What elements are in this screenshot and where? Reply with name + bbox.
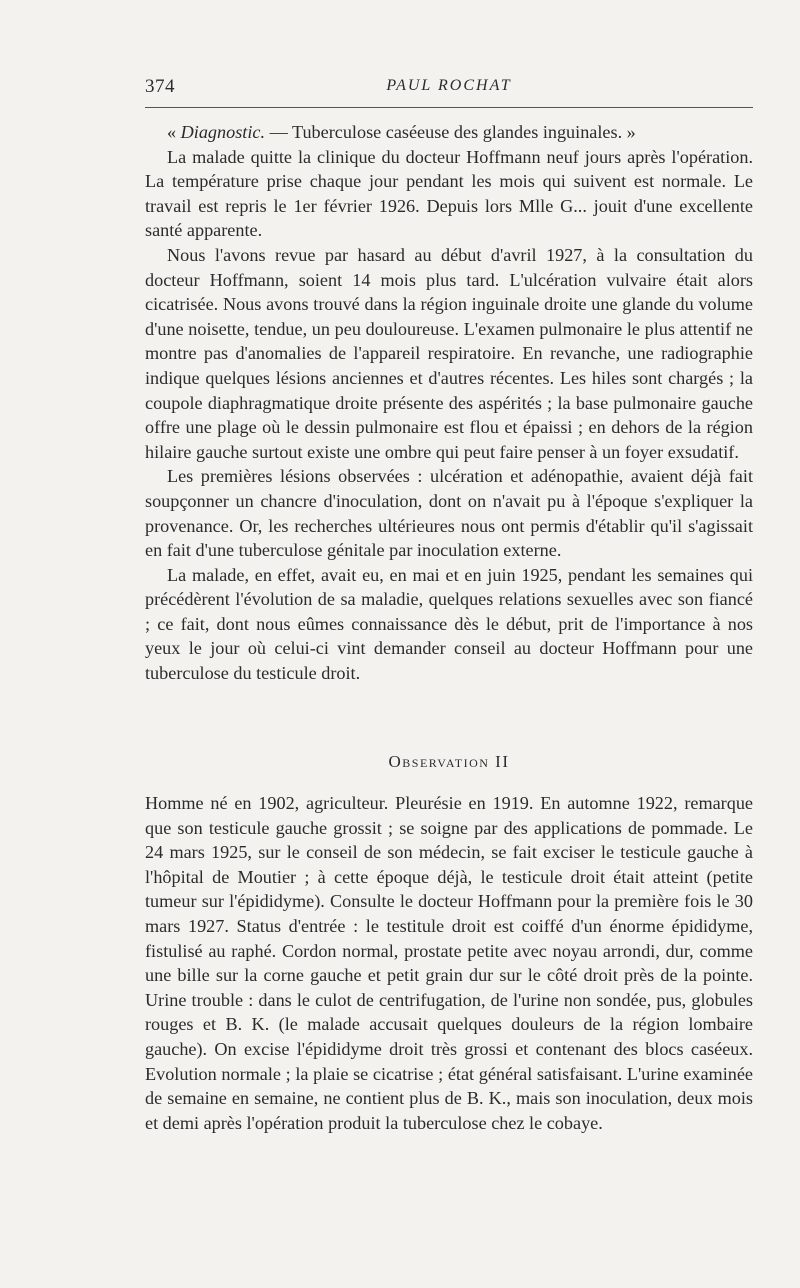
diagnostic-label: Diagnostic. <box>180 122 266 142</box>
observation-text <box>145 791 753 1135</box>
open-quote: « <box>167 122 181 142</box>
paragraph: Nous l'avons revue par hasard au début d'avril 1927, à la consultation du docteur Hoffmann, soient 14 mois plus tard. L'ulcération vulvaire était alors cicatrisée. Nous avons trouvé dans la région inguinale droite une glande du volume d'une noisette, tendue, un peu douloureuse. L'examen pulmonaire le plus attentif ne montre pas d'anomalies de l'appareil respiratoire. En revanche, une radiographie indique quelques lésions anciennes et d'autres récentes. Les hiles sont chargés ; la coupole diaphragmatique droite présente des aspérités ; la base pulmonaire gauche offre une plage où le dessin pulmonaire est flou et épaissi ; en dehors de la région hilaire gauche surtout existe une ombre qui peut faire penser à un foyer exsudatif. <box>145 244 753 462</box>
paragraph: Homme né en 1902, agriculteur. Pleurésie en 1919. En automne 1922, remarque que son testicule gauche grossit ; se soigne par des applications de pommade. Le 24 mars 1925, sur le conseil de son médecin, se fait exciser le testicule gauche à l'hôpital de Moutier ; à cette époque déjà, le testicule droit était atteint (petite tumeur sur l'épididyme). Consulte le docteur Hoffmann pour la première fois le 30 mars 1927. Status d'entrée : le testitule droit est coiffé d'un énorme épididyme, fistulisé au raphé. Cordon normal, prostate petite avec noyau arrondi, dur, comme une bille sur la corne gauche et petit grain dur sur le côté droit près de la pointe. Urine trouble : dans le culot de centrifugation, de l'urine non sondée, pus, globules rouges et B. K. (le malade accusait quelques douleurs de la région lombaire gauche). On excise l'épididyme droit très grossi et contenant des blocs caséeux. Evolution normale ; la plaie se cicatrise ; état général satisfaisant. L'urine examinée de semaine en semaine, ne contient plus de B. K., mais son inoculation, deux mois et demi après l'opération produit la tuberculose chez le cobaye. <box>145 793 753 1133</box>
page-header <box>145 76 753 104</box>
paragraph: La malade quitte la clinique du docteur Hoffmann neuf jours après l'opération. La température prise chaque jour pendant les mois qui suivent est normale. Le travail est repris le 1er février 1926. Depuis lors Mlle G... jouit d'une excellente santé apparente. <box>145 146 753 241</box>
diagnostic-line <box>145 120 753 145</box>
diagnostic-text: — Tuberculose caséeuse des glandes inguinales. » <box>265 122 636 142</box>
section-heading: Observation II <box>388 752 510 771</box>
running-head: PAUL ROCHAT <box>386 77 512 94</box>
case-text <box>145 120 753 686</box>
paragraph: Les premières lésions observées : ulcération et adénopathie, avaient déjà fait soupçonner un chancre d'inoculation, dont on n'avait pu à l'époque s'expliquer la provenance. Or, les recherches ultérieures nous ont permis d'établir qu'il s'agissait en fait d'une tuberculose génitale par inoculation externe. <box>145 466 753 561</box>
paragraph: La malade, en effet, avait eu, en mai et en juin 1925, pendant les semaines qui précédèrent l'évolution de sa maladie, quelques relations sexuelles avec son fiancé ; ce fait, dont nous eûmes connaissance dès le début, prit de l'importance à nos yeux le jour où celui-ci vint demander conseil au docteur Hoffmann pour une tuberculose du testicule droit. <box>145 564 753 684</box>
page-number: 374 <box>145 76 175 97</box>
header-rule <box>145 107 753 108</box>
